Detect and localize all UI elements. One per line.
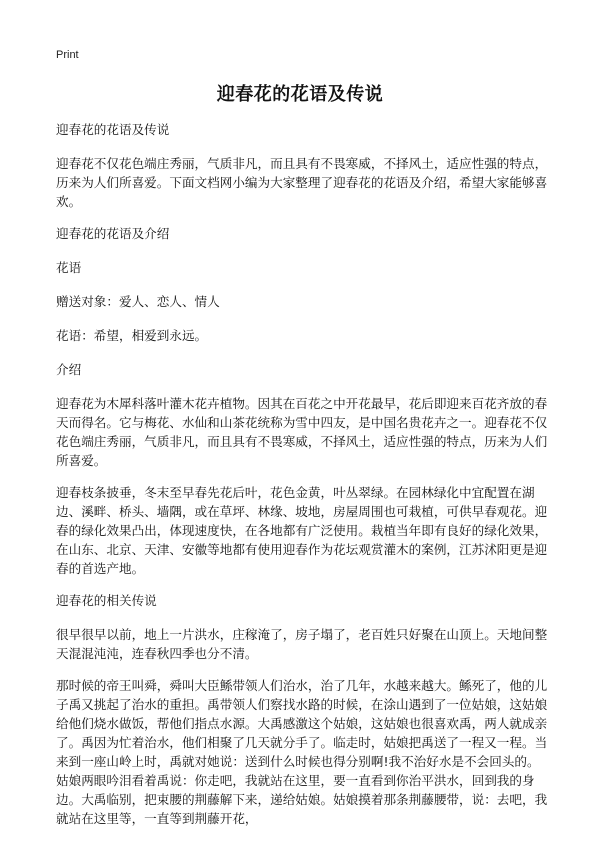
gift-target-line: 赠送对象：爱人、恋人、情人 [56, 294, 220, 309]
legend-paragraph-2: 那时候的帝王叫舜，舜叫大臣鲧带领人们治水，治了几年，水越来越大。鲧死了，他的儿子禹又挑起了治水的重担。禹带领人们察找水路的时候，在涂山遇到了一位姑娘，这姑娘给他们烧水做饭，帮他们指点水源。大禹感激这个姑娘，这姑娘也很喜欢禹，两人就成亲了。禹因为忙着治水，他们相聚了几天就分手了。临走时，姑娘把禹送了一程又一程。当来到一座山岭上时，禹就对她说：送到什么时候也得分别啊!我不治好水是不会回头的。姑娘两眼吟泪看着禹说：你走吧，我就站在这里，要一直看到你治平洪水，回到我的身边。大禹临别，把束腰的荆藤解下来，递给姑娘。姑娘摸着那条荆藤腰带，说：去吧，我就站在这里等，一直等到荆藤开花， [56, 678, 548, 826]
legend-paragraph-1: 很早很早以前，地上一片洪水，庄稼淹了，房子塌了，老百姓只好聚在山顶上。天地间整天混混沌沌，连春秋四季也分不清。 [56, 627, 548, 661]
description-paragraph-2: 迎春枝条披垂，冬末至早春先花后叶，花色金黄，叶丛翠绿。在园林绿化中宜配置在湖边、溪畔、桥头、墙隅，或在草坪、林缘、坡地，房屋周围也可栽植，可供早春观花。迎春的绿化效果凸出，体现速度快，在各地都有广泛使用。栽植当年即有良好的绿化效果，在山东、北京、天津、安徽等地都有使用迎春作为花坛观赏灌木的案例，江苏沭阳更是迎春的首选产地。 [56, 485, 548, 576]
print-link[interactable]: Print [56, 49, 79, 61]
description-heading: 介绍 [56, 362, 82, 377]
flower-language-heading: 花语 [56, 260, 82, 275]
flower-language-line: 花语：希望，相爱到永远。 [56, 328, 208, 343]
page-title: 迎春花的花语及传说 [216, 84, 384, 105]
intro-paragraph: 迎春花不仅花色端庄秀丽，气质非凡，而且具有不畏寒威，不择风土，适应性强的特点，历来为人们所喜爱。下面文档网小编为大家整理了迎春花的花语及介绍，希望大家能够喜欢。 [56, 156, 548, 209]
description-paragraph-1: 迎春花为木犀科落叶灌木花卉植物。因其在百花之中开花最早，花后即迎来百花齐放的春天而得名。它与梅花、水仙和山茶花统称为雪中四友，是中国名贵花卉之一。迎春花不仅花色端庄秀丽，气质非凡，而且具有不畏寒威，不择风土，适应性强的特点，历来为人们所喜爱。 [56, 396, 548, 468]
article-body [56, 120, 550, 841]
intro-heading: 迎春花的花语及传说 [56, 122, 170, 137]
legend-heading: 迎春花的相关传说 [56, 593, 157, 608]
sub-heading: 迎春花的花语及介绍 [56, 226, 170, 241]
